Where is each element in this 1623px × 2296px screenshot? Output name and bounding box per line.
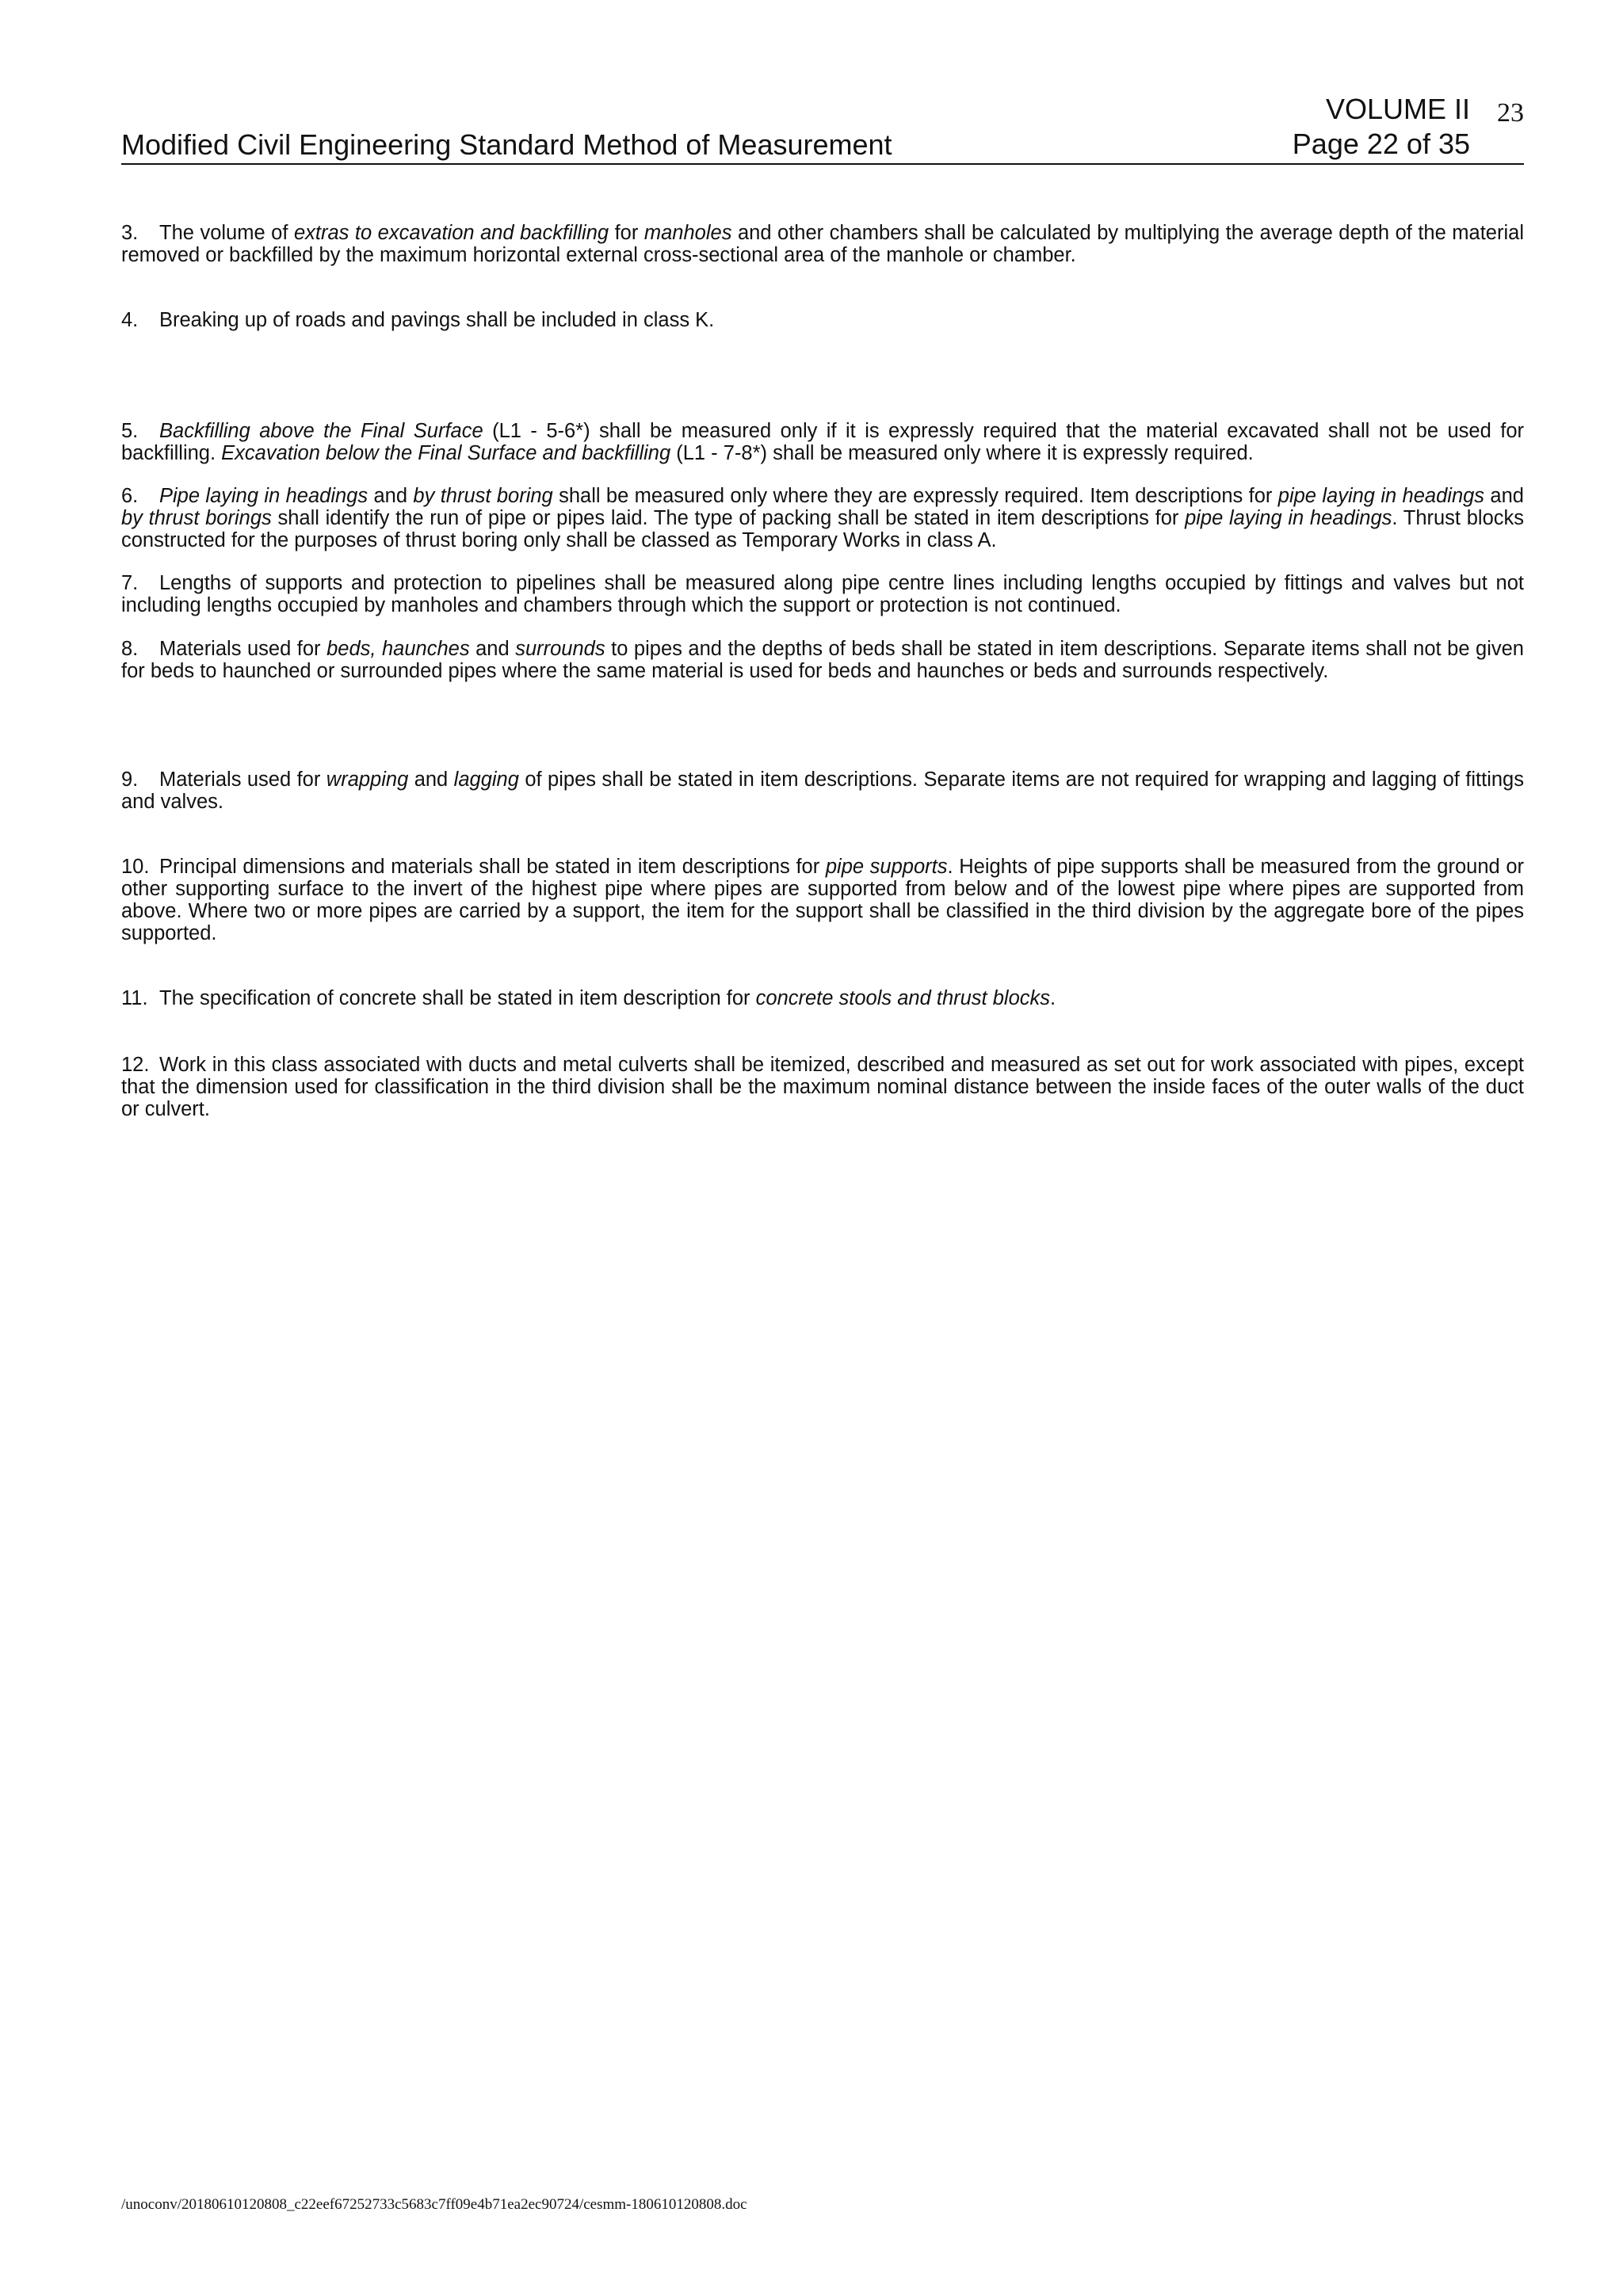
paragraph-number: 4. — [121, 309, 139, 331]
italic-term: lagging — [453, 769, 519, 791]
paragraph-5 — [121, 420, 1524, 464]
paragraph-text: and — [368, 485, 414, 507]
paragraph-text: for — [609, 222, 644, 244]
italic-term: manholes — [643, 222, 732, 244]
paragraph-text: Breaking up of roads and pavings shall be included in class K. — [159, 309, 715, 331]
paragraph-number: 11. — [121, 987, 148, 1009]
footer-file-path: /unoconv/20180610120808_c22eef67252733c5683c7ff09e4b71ea2ec90724/cesmm-180610120808.doc — [121, 2196, 747, 2213]
paragraph-text: shall be measured only where they are expressly required. Item descriptions for — [552, 485, 1278, 507]
paragraph-4 — [121, 309, 1524, 331]
italic-term: Backfilling above the Final Surface — [159, 420, 483, 442]
italic-term: beds, haunches — [327, 638, 470, 660]
page-number: 23 — [1497, 98, 1524, 128]
paragraph-text: Work in this class associated with ducts and metal culverts shall be itemized, described and measured as set out for work associated with pipes, except that the dimension used for classification in the third division shall be the maximum nominal distance between the inside faces of the outer walls of the duct or culvert. — [121, 1054, 1524, 1120]
paragraph-text: shall identify the run of pipe or pipes laid. The type of packing shall be stated in item descriptions for — [271, 507, 1186, 529]
paragraph-12 — [121, 1054, 1524, 1120]
paragraph-text: and — [408, 769, 454, 791]
paragraph-text: Materials used for — [159, 769, 327, 791]
paragraph-text: and — [469, 638, 516, 660]
paragraph-text: (L1 - 7-8*) shall be measured only where it is expressly required. — [670, 442, 1254, 464]
paragraph-text: Principal dimensions and materials shall be stated in item descriptions for — [159, 856, 826, 878]
paragraph-8 — [121, 638, 1524, 682]
paragraph-number: 5. — [121, 420, 139, 442]
paragraph-text: The specification of concrete shall be stated in item description for — [159, 987, 756, 1009]
italic-term: wrapping — [326, 769, 409, 791]
paragraph-text: Materials used for — [159, 638, 327, 660]
paragraph-text: and — [1484, 485, 1524, 507]
paragraph-text: The volume of — [159, 222, 294, 244]
paragraph-number: 6. — [121, 485, 139, 507]
volume-label: VOLUME II — [1325, 93, 1470, 125]
italic-term: extras to excavation and backfilling — [293, 222, 609, 244]
paragraph-number: 12. — [121, 1054, 150, 1076]
paragraph-text: . Thrust blocks constructed for the purposes of thrust boring only shall be classed as Temporary Works in class A. — [121, 507, 1524, 551]
paragraph-9 — [121, 769, 1524, 813]
paragraph-number: 8. — [121, 638, 139, 660]
page-header — [121, 95, 1524, 165]
paragraph-7 — [121, 572, 1524, 616]
italic-term: surrounds — [515, 638, 605, 660]
paragraph-text: of pipes shall be stated in item descriptions. Separate items are not required for wrapping and lagging of fittings and valves. — [121, 769, 1524, 813]
page-label: Page 22 of 35 — [1292, 128, 1470, 160]
header-volume-block — [1293, 92, 1470, 162]
italic-term: pipe supports — [825, 856, 948, 878]
paragraph-number: 7. — [121, 572, 139, 594]
italic-term: pipe laying in headings — [1277, 485, 1485, 507]
paragraph-3 — [121, 222, 1524, 266]
paragraph-text: . Heights of pipe supports shall be measured from the ground or other supporting surface to the invert of the highest pipe where pipes are supported from below and of the lowest pipe where pipes are supported from above. Where two or more pipes are carried by a support, the item for the support shall be classified in the third division by the aggregate bore of the pipes supported. — [121, 856, 1524, 944]
document-title: Modified Civil Engineering Standard Method of Measurement — [121, 128, 892, 161]
paragraph-number: 9. — [121, 769, 139, 791]
italic-term: Pipe laying in headings — [159, 485, 369, 507]
italic-term: by thrust borings — [121, 507, 272, 529]
paragraph-text: (L1 - 5-6*) shall be measured only if it is expressly required that the material excavated shall not be used for backfilling. — [121, 420, 1524, 464]
paragraph-11 — [121, 987, 1524, 1009]
paragraph-text: and other chambers shall be calculated by multiplying the average depth of the material removed or backfilled by the maximum horizontal external cross-sectional area of the manhole or chamber. — [121, 222, 1524, 266]
paragraph-text: . — [1050, 987, 1056, 1009]
paragraph-number: 3. — [121, 222, 139, 244]
italic-term: by thrust boring — [413, 485, 553, 507]
paragraph-6 — [121, 485, 1524, 551]
paragraph-text: Lengths of supports and protection to pipelines shall be measured along pipe centre lines including lengths occupied by fittings and valves but not including lengths occupied by manholes and chambers through which the support or protection is not continued. — [121, 572, 1524, 616]
italic-term: pipe laying in headings — [1185, 507, 1392, 529]
italic-term: Excavation below the Final Surface and backfilling — [221, 442, 671, 464]
paragraph-text: to pipes and the depths of beds shall be stated in item descriptions. Separate items shall not be given for beds to haunched or surrounded pipes where the same material is used for beds and haunches or beds and surrounds respectively. — [121, 638, 1524, 682]
paragraph-number: 10. — [121, 856, 150, 878]
paragraph-10 — [121, 856, 1524, 944]
italic-term: concrete stools and thrust blocks — [755, 987, 1050, 1009]
